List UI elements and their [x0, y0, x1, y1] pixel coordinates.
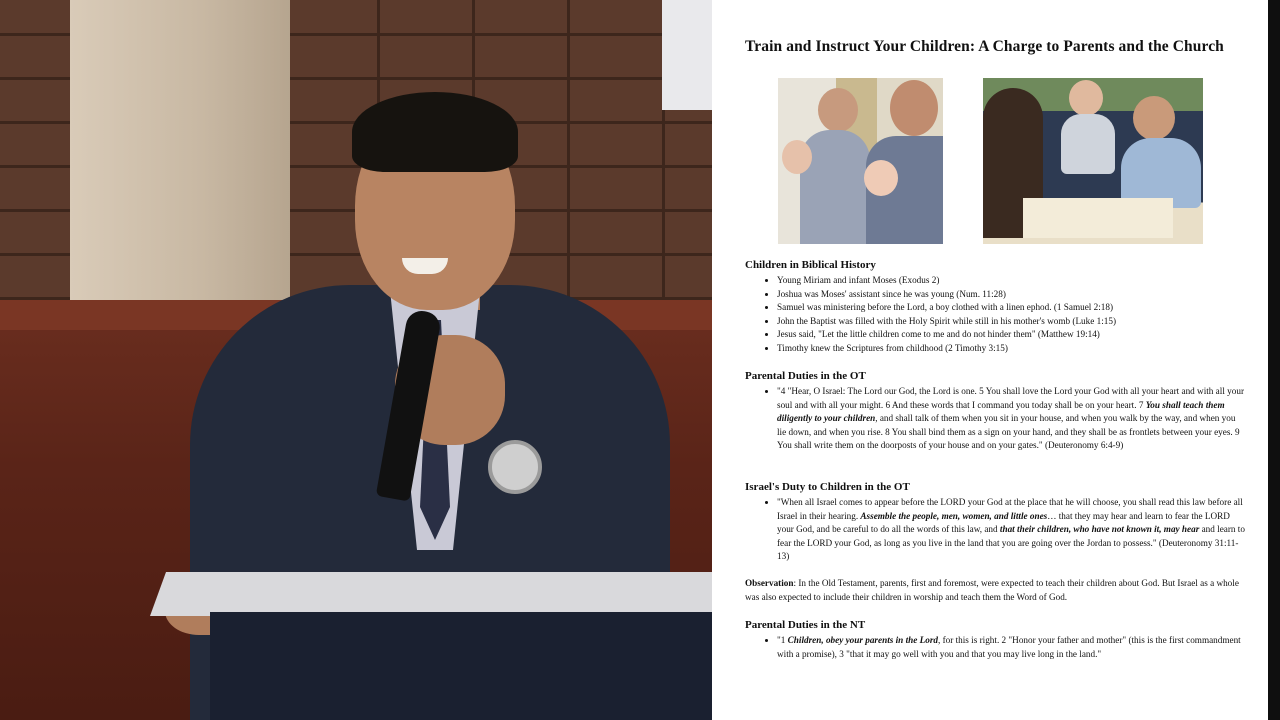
- quote-text: , and shall talk of them when you sit in your house, and when you walk by the way, and when you lie down, and when you rise. 8 You shall bind them as a sign on your hand, and they shall be as frontlets between your eyes. 9 You shall write them on the doorposts of your house and on your gates." (Deuteronomy 6:4-9): [777, 413, 1240, 451]
- section-biblical-history: [745, 258, 1245, 356]
- observation-label: Observation: [745, 578, 794, 588]
- quote-emphasis: that their children, who have not known it, may hear: [999, 524, 1200, 535]
- photo-child-head: [1069, 80, 1103, 116]
- list-item: [777, 496, 1245, 564]
- photo-child-body: [1061, 114, 1115, 174]
- document-page: [712, 0, 1268, 720]
- podium: [210, 612, 712, 720]
- quote-text: and learn to fear the LORD your God, as long as you live in the land that you are going over the Jordan to possess." (Deuteronomy 31:11-13): [777, 524, 1245, 562]
- photo-person-body: [800, 130, 870, 244]
- section-heading: Parental Duties in the NT: [745, 619, 866, 631]
- quote-text: … that they may hear and learn to fear the LORD your God, and be careful to do all the words of this law, and: [777, 510, 1230, 535]
- section-parental-duties-nt: [745, 618, 1245, 661]
- section-parental-duties-ot: [745, 369, 1245, 453]
- photo-paper: [1023, 198, 1173, 238]
- section-observation: [745, 577, 1245, 604]
- list-item: • John the Baptist was filled with the Holy Spirit while still in his mother's womb (Luke 1:15): [777, 315, 1245, 329]
- quote-text: , for this is right. 2 "Honor your father and mother" (this is the first commandment with a promise), 3 "that it may go well with you and that you may live long in the land.": [777, 635, 1241, 659]
- document-title: Train and Instruct Your Children: A Charge to Parents and the Church: [745, 38, 1224, 55]
- list-item: • Joshua was Moses' assistant since he was young (Num. 11:28): [777, 288, 1245, 302]
- nt-list: [745, 634, 1245, 661]
- frame-edge: [1268, 0, 1280, 720]
- list-item: • Jesus said, "Let the little children come to me and do not hinder them" (Matthew 19:14): [777, 328, 1245, 342]
- list-item: [777, 385, 1245, 453]
- photo-baby: [782, 140, 812, 174]
- speaker-hair: [352, 92, 518, 172]
- quote-text: "1: [777, 635, 788, 645]
- list-item: • Young Miriam and infant Moses (Exodus 2): [777, 274, 1245, 288]
- observation-text: : In the Old Testament, parents, first and foremost, were expected to teach their children about God. But Israel as a whole was also expected to include their children in worship and teach them the Word of God.: [745, 578, 1239, 602]
- israel-list: [745, 496, 1245, 564]
- photo-person-head: [890, 80, 938, 136]
- list-item: [777, 634, 1245, 661]
- history-list: [745, 274, 1245, 356]
- wall-pillar: [70, 0, 290, 300]
- section-heading: Israel's Duty to Children in the OT: [745, 481, 910, 493]
- section-heading: Children in Biblical History: [745, 259, 876, 271]
- observation-paragraph: [745, 577, 1245, 604]
- photo-grandfather-with-babies: [778, 78, 943, 244]
- section-israel-duty: [745, 480, 1245, 564]
- photo-baby: [864, 160, 898, 196]
- section-heading: Parental Duties in the OT: [745, 370, 866, 382]
- podium-top: [150, 572, 712, 616]
- ot-list: [745, 385, 1245, 453]
- quote-text: "4 "Hear, O Israel: The Lord our God, the Lord is one. 5 You shall love the Lord your God with all your heart and with all your soul and with all your might. 6 And these words that I command you today shall be on your heart. 7: [777, 386, 1245, 410]
- quote-emphasis: You shall teach them diligently to your children: [777, 399, 1225, 424]
- photo-children-drawing: [983, 78, 1203, 244]
- wall-panel: [662, 0, 712, 110]
- photo-person-head: [818, 88, 858, 132]
- quote-emphasis: Children, obey your parents in the Lord: [787, 635, 938, 645]
- wristwatch: [488, 440, 542, 494]
- photo-child-head: [1133, 96, 1175, 140]
- quote-emphasis: Assemble the people, men, women, and little ones: [860, 510, 1048, 521]
- list-item: • Samuel was ministering before the Lord, a boy clothed with a linen ephod. (1 Samuel 2:18): [777, 301, 1245, 315]
- list-item: • Timothy knew the Scriptures from childhood (2 Timothy 3:15): [777, 342, 1245, 356]
- quote-text: "When all Israel comes to appear before the LORD your God at the place that he will choose, you shall read this law before all Israel in their hearing.: [777, 497, 1243, 521]
